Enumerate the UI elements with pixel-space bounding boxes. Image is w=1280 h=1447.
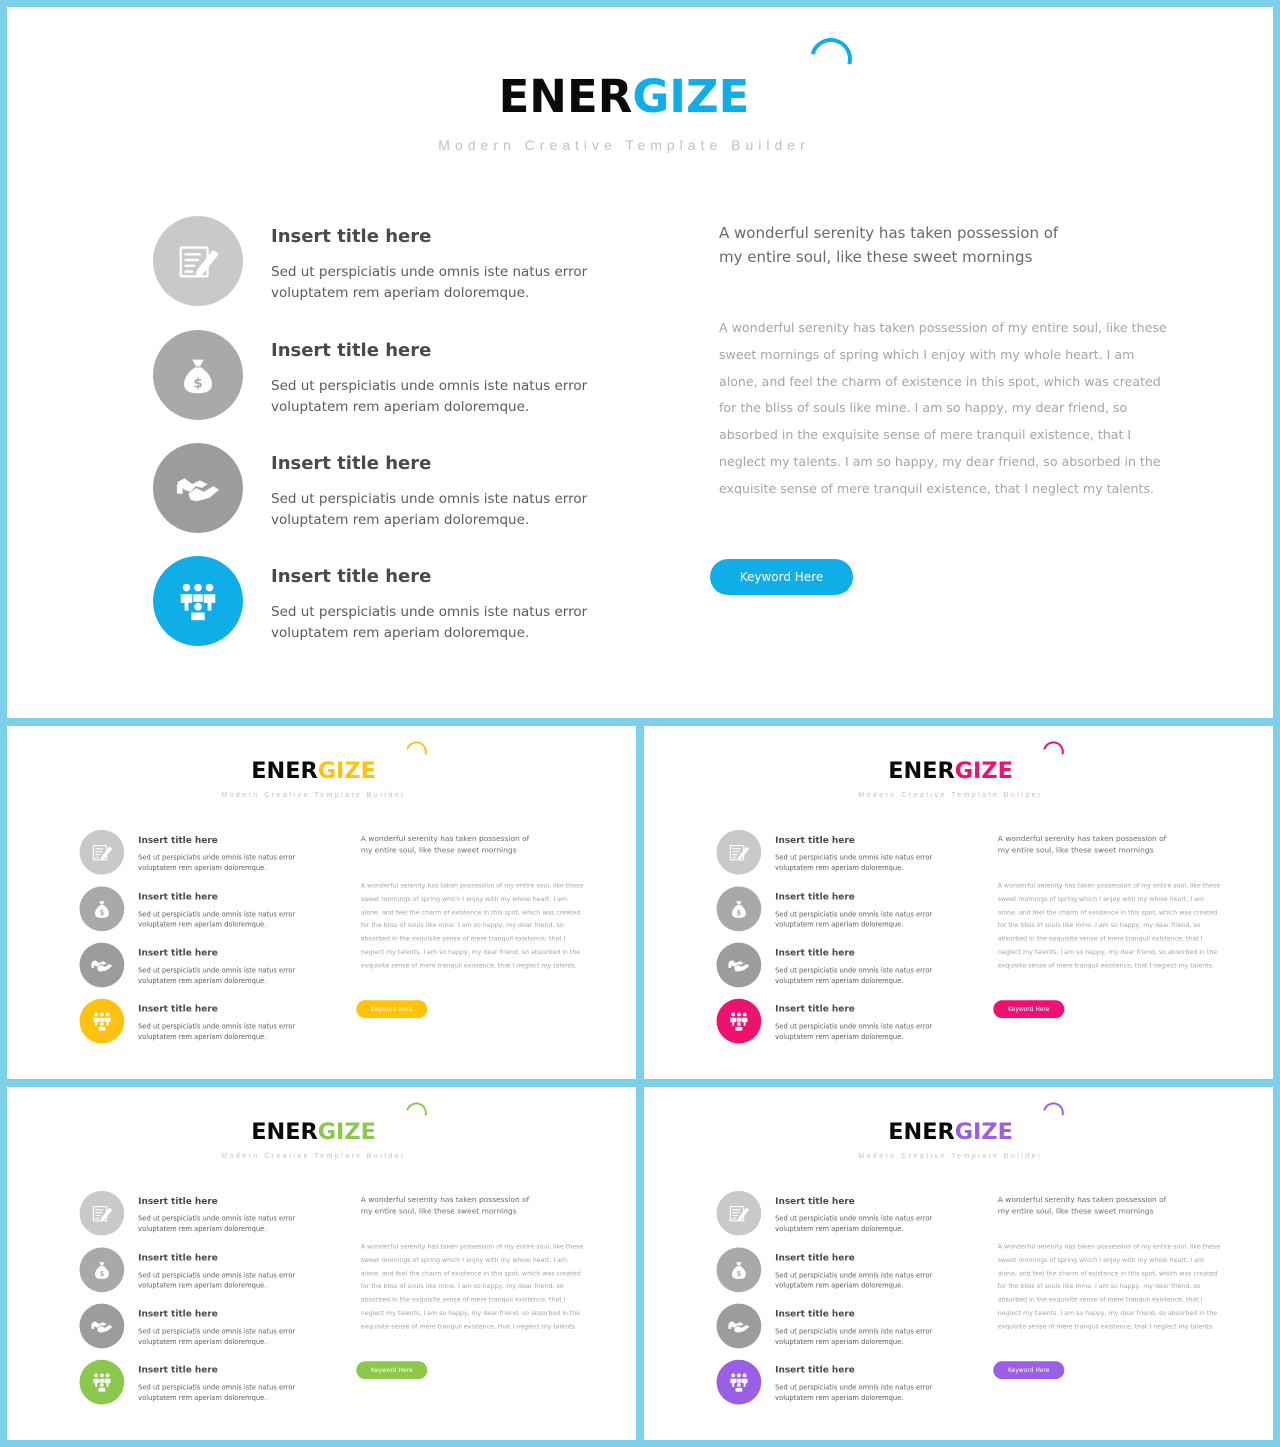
feature-description: Sed ut perspiciatis unde omnis iste natus error voluptatem rem aperiam doloremque.	[138, 853, 296, 873]
logo-accent-text: GIZE	[954, 757, 1013, 784]
feature-item	[80, 1304, 318, 1350]
feature-title: Insert title here	[775, 891, 855, 902]
svg-text:$: $	[99, 909, 105, 918]
feature-description: Sed ut perspiciatis unde omnis iste natus error voluptatem rem aperiam doloremque.	[271, 264, 588, 301]
feature-item	[717, 830, 955, 876]
feature-item	[80, 1360, 318, 1406]
team-icon	[717, 1360, 762, 1405]
svg-text:$: $	[736, 909, 742, 918]
handshake-icon	[80, 943, 125, 988]
body-paragraph: A wonderful serenity has taken possession of my entire soul, like these sweet mornings of spring which I enjoy with my whole heart. I am alone, and feel the charm of existence in this spot, which was created for the bliss of souls like mine. I am so happy, my dear friend, so absorbed in the exquisite sense of mere tranquil existence, that I neglect my talents. I am so happy, my dear friend, so absorbed in the exquisite sense of mere tranquil existence, that I neglect my talents.	[360, 1242, 584, 1330]
logo-dark-text: ENER	[888, 757, 955, 784]
feature-title: Insert title here	[138, 947, 218, 959]
subtitle: Modern Creative Template Builder	[221, 790, 406, 799]
money-bag-icon	[80, 1247, 125, 1292]
body-paragraph: A wonderful serenity has taken possession of my entire soul, like these sweet mornings of spring which I enjoy with my whole heart. I am alone, and feel the charm of existence in this spot, which was created for the bliss of souls like mine. I am so happy, my dear friend, so absorbed in the exquisite sense of mere tranquil existence, that I neglect my talents. I am so happy, my dear friend, so absorbed in the exquisite sense of mere tranquil existence, that I neglect my talents.	[360, 881, 584, 969]
edit-document-icon	[717, 830, 762, 875]
feature-description: Sed ut perspiciatis unde omnis iste natus error voluptatem rem aperiam doloremque.	[138, 966, 296, 985]
feature-item	[80, 830, 318, 876]
feature-title: Insert title here	[775, 1308, 855, 1320]
feature-item	[717, 1247, 955, 1293]
feature-title: Insert title here	[775, 947, 855, 959]
keyword-button[interactable]: Keyword Here	[356, 1361, 427, 1379]
svg-text:$: $	[99, 1270, 105, 1279]
feature-description: Sed ut perspiciatis unde omnis iste natus error voluptatem rem aperiam doloremque.	[138, 1327, 296, 1346]
subtitle: Modern Creative Template Builder	[858, 790, 1043, 799]
logo	[7, 70, 1241, 123]
logo	[644, 1118, 1257, 1145]
edit-document-icon	[80, 1191, 125, 1236]
svg-text:$: $	[736, 1270, 742, 1279]
feature-item	[80, 1191, 318, 1237]
lead-paragraph: A wonderful serenity has taken possession of my entire soul, like these sweet mornings	[360, 833, 530, 855]
feature-description: Sed ut perspiciatis unde omnis iste natus error voluptatem rem aperiam doloremque.	[775, 1214, 933, 1234]
subtitle: Modern Creative Template Builder	[221, 1151, 406, 1160]
slide-content	[7, 1087, 636, 1440]
feature-title: Insert title here	[775, 1003, 855, 1015]
body-paragraph: A wonderful serenity has taken possession of my entire soul, like these sweet mornings of spring which I enjoy with my whole heart. I am alone, and feel the charm of existence in this spot, which was created for the bliss of souls like mine. I am so happy, my dear friend, so absorbed in the exquisite sense of mere tranquil existence, that I neglect my talents. I am so happy, my dear friend, so absorbed in the exquisite sense of mere tranquil existence, that I neglect my talents.	[719, 320, 1167, 496]
team-icon	[80, 1360, 125, 1405]
body-paragraph: A wonderful serenity has taken possession of my entire soul, like these sweet mornings of spring which I enjoy with my whole heart. I am alone, and feel the charm of existence in this spot, which was created for the bliss of souls like mine. I am so happy, my dear friend, so absorbed in the exquisite sense of mere tranquil existence, that I neglect my talents. I am so happy, my dear friend, so absorbed in the exquisite sense of mere tranquil existence, that I neglect my talents.	[997, 1242, 1221, 1330]
logo-dark-text: ENER	[888, 1118, 955, 1145]
feature-title: Insert title here	[138, 891, 218, 902]
handshake-icon	[717, 1304, 762, 1349]
team-icon	[153, 556, 243, 646]
feature-item	[80, 943, 318, 989]
logo-accent-text: GIZE	[317, 1118, 376, 1145]
logo-accent-text: GIZE	[632, 70, 750, 123]
feature-item	[153, 556, 633, 648]
handshake-icon	[153, 443, 243, 533]
feature-title: Insert title here	[775, 834, 855, 846]
feature-description: Sed ut perspiciatis unde omnis iste natus error voluptatem rem aperiam doloremque.	[775, 853, 933, 873]
keyword-button[interactable]: Keyword Here	[993, 1361, 1064, 1379]
lead-paragraph: A wonderful serenity has taken possession of my entire soul, like these sweet mornings	[719, 224, 1059, 266]
feature-description: Sed ut perspiciatis unde omnis iste natus error voluptatem rem aperiam doloremque.	[775, 966, 933, 985]
feature-item	[153, 216, 633, 308]
svg-text:$: $	[193, 376, 203, 392]
feature-title: Insert title here	[775, 1195, 855, 1207]
feature-description: Sed ut perspiciatis unde omnis iste natus error voluptatem rem aperiam doloremque.	[775, 1022, 933, 1041]
feature-item	[717, 1304, 955, 1350]
logo-dark-text: ENER	[251, 757, 318, 784]
slide-purple	[644, 1087, 1273, 1440]
feature-title: Insert title here	[138, 1308, 218, 1320]
feature-title: Insert title here	[271, 453, 432, 474]
lead-paragraph: A wonderful serenity has taken possession of my entire soul, like these sweet mornings	[360, 1194, 530, 1216]
money-bag-icon	[717, 886, 762, 931]
feature-item	[80, 999, 318, 1045]
feature-item	[717, 1360, 955, 1406]
handshake-icon	[80, 1304, 125, 1349]
edit-document-icon	[717, 1191, 762, 1236]
money-bag-icon	[80, 886, 125, 931]
body-paragraph: A wonderful serenity has taken possession of my entire soul, like these sweet mornings of spring which I enjoy with my whole heart. I am alone, and feel the charm of existence in this spot, which was created for the bliss of souls like mine. I am so happy, my dear friend, so absorbed in the exquisite sense of mere tranquil existence, that I neglect my talents. I am so happy, my dear friend, so absorbed in the exquisite sense of mere tranquil existence, that I neglect my talents.	[997, 881, 1221, 969]
lead-paragraph: A wonderful serenity has taken possession of my entire soul, like these sweet mornings	[997, 1194, 1167, 1216]
keyword-button[interactable]: Keyword Here	[356, 1000, 427, 1018]
feature-description: Sed ut perspiciatis unde omnis iste natus error voluptatem rem aperiam doloremque.	[138, 1214, 296, 1234]
feature-title: Insert title here	[138, 834, 218, 846]
feature-title: Insert title here	[138, 1364, 218, 1376]
feature-item	[80, 1247, 318, 1293]
feature-title: Insert title here	[138, 1003, 218, 1015]
feature-description: Sed ut perspiciatis unde omnis iste natus error voluptatem rem aperiam doloremque.	[775, 1271, 933, 1290]
feature-description: Sed ut perspiciatis unde omnis iste natus error voluptatem rem aperiam doloremque.	[138, 1271, 296, 1290]
feature-item	[717, 943, 955, 989]
feature-description: Sed ut perspiciatis unde omnis iste natus error voluptatem rem aperiam doloremque.	[775, 910, 933, 929]
handshake-icon	[717, 943, 762, 988]
logo	[7, 757, 620, 784]
feature-title: Insert title here	[138, 1195, 218, 1207]
logo-dark-text: ENER	[251, 1118, 318, 1145]
feature-description: Sed ut perspiciatis unde omnis iste natus error voluptatem rem aperiam doloremque.	[138, 910, 296, 929]
edit-document-icon	[80, 830, 125, 875]
feature-title: Insert title here	[271, 226, 432, 247]
feature-description: Sed ut perspiciatis unde omnis iste natus error voluptatem rem aperiam doloremque.	[775, 1383, 933, 1402]
slide-pink	[644, 726, 1273, 1079]
slide-content	[644, 1087, 1273, 1440]
team-icon	[80, 999, 125, 1044]
lead-paragraph: A wonderful serenity has taken possession of my entire soul, like these sweet mornings	[997, 833, 1167, 855]
feature-item	[717, 1191, 955, 1237]
money-bag-icon	[153, 330, 243, 420]
slide-content	[7, 7, 1273, 718]
logo-accent-text: GIZE	[317, 757, 376, 784]
feature-title: Insert title here	[775, 1252, 855, 1263]
edit-document-icon	[153, 216, 243, 306]
logo	[644, 757, 1257, 784]
feature-item	[153, 330, 633, 422]
slide-blue	[7, 7, 1273, 718]
subtitle: Modern Creative Template Builder	[438, 137, 810, 153]
slide-content	[7, 726, 636, 1079]
feature-title: Insert title here	[138, 1252, 218, 1263]
keyword-button[interactable]: Keyword Here	[993, 1000, 1064, 1018]
feature-item	[717, 886, 955, 932]
feature-description: Sed ut perspiciatis unde omnis iste natus error voluptatem rem aperiam doloremque.	[271, 491, 588, 528]
feature-description: Sed ut perspiciatis unde omnis iste natus error voluptatem rem aperiam doloremque.	[138, 1022, 296, 1041]
slide-yellow	[7, 726, 636, 1079]
feature-item	[717, 999, 955, 1045]
feature-title: Insert title here	[775, 1364, 855, 1376]
logo-dark-text: ENER	[498, 70, 633, 123]
feature-description: Sed ut perspiciatis unde omnis iste natus error voluptatem rem aperiam doloremque.	[271, 378, 588, 415]
logo	[7, 1118, 620, 1145]
feature-title: Insert title here	[271, 566, 432, 587]
slide-green	[7, 1087, 636, 1440]
feature-item	[153, 443, 633, 535]
subtitle: Modern Creative Template Builder	[858, 1151, 1043, 1160]
slide-content	[644, 726, 1273, 1079]
feature-description: Sed ut perspiciatis unde omnis iste natus error voluptatem rem aperiam doloremque.	[138, 1383, 296, 1402]
team-icon	[717, 999, 762, 1044]
logo-accent-text: GIZE	[954, 1118, 1013, 1145]
feature-title: Insert title here	[271, 340, 432, 361]
keyword-button[interactable]: Keyword Here	[710, 559, 853, 595]
money-bag-icon	[717, 1247, 762, 1292]
feature-description: Sed ut perspiciatis unde omnis iste natus error voluptatem rem aperiam doloremque.	[271, 604, 588, 641]
feature-item	[80, 886, 318, 932]
feature-description: Sed ut perspiciatis unde omnis iste natus error voluptatem rem aperiam doloremque.	[775, 1327, 933, 1346]
